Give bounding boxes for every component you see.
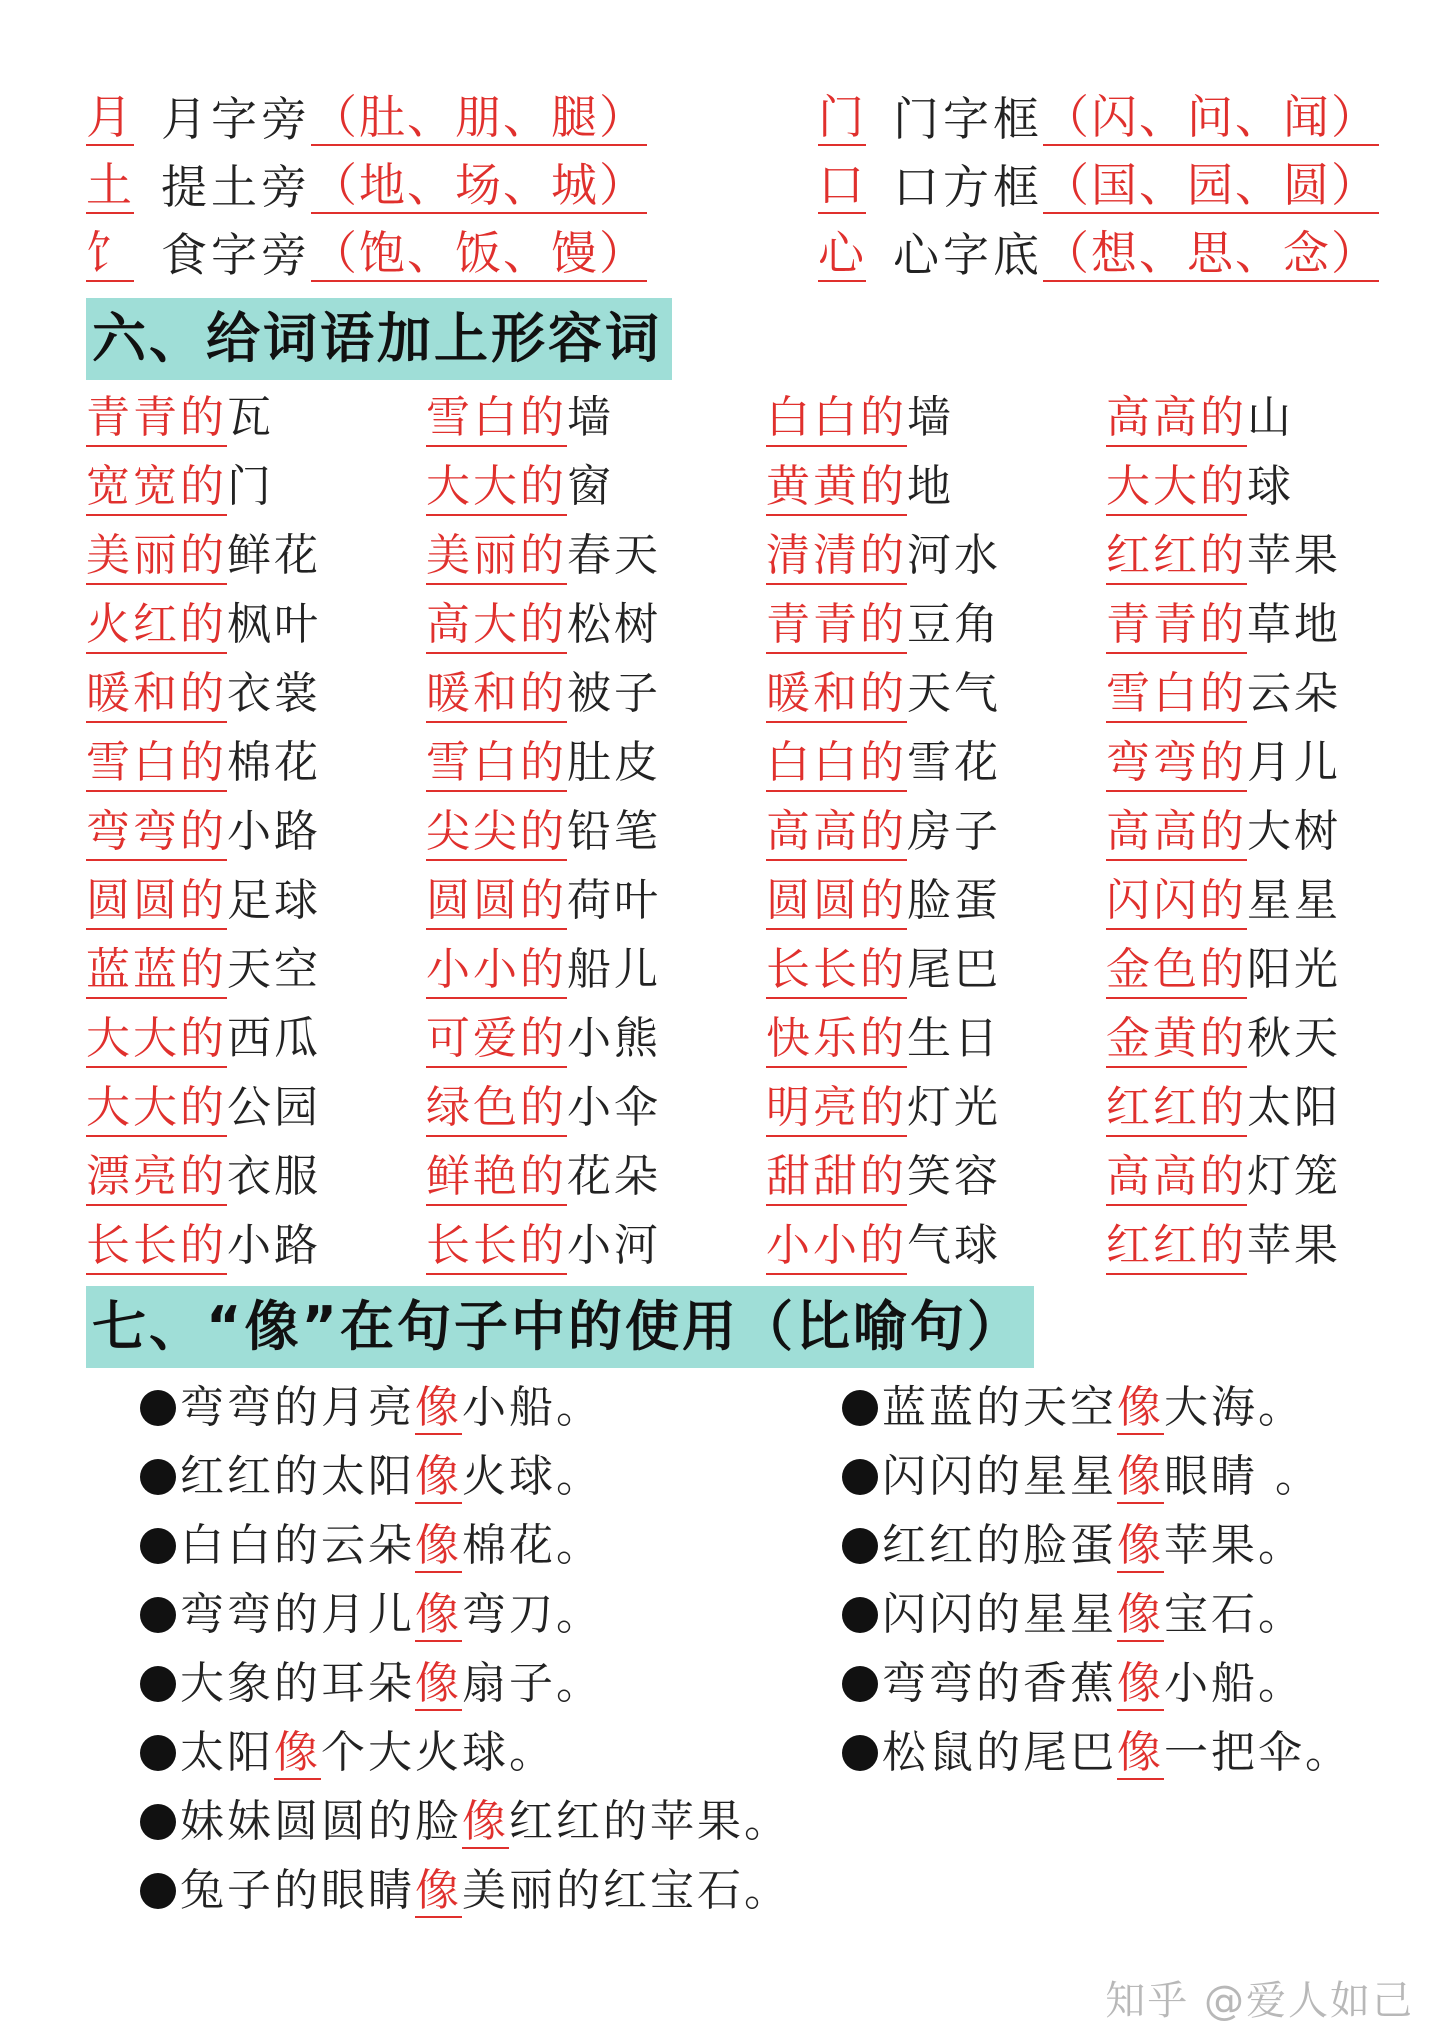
adjective-row <box>86 457 1386 526</box>
radical-examples: （闪、问、闻） <box>1043 90 1379 144</box>
noun: 阳光 <box>1247 944 1341 995</box>
adjective-phrase <box>86 595 321 655</box>
adjective-phrase <box>766 733 1001 793</box>
radical-char: 饣 <box>86 226 132 280</box>
bullet-icon <box>842 1735 878 1771</box>
adjective-row <box>86 595 1386 664</box>
sentence-object: 红红的苹果。 <box>509 1796 791 1847</box>
sentence-object: 个大火球。 <box>321 1727 556 1778</box>
adjective: 红红的 <box>1106 530 1247 585</box>
adjective-phrase <box>86 871 321 931</box>
sentence-subject: 太阳 <box>180 1727 274 1778</box>
bullet-icon <box>842 1597 878 1633</box>
adjective-phrase <box>86 457 274 517</box>
radical-row <box>86 154 647 214</box>
adjective: 暖和的 <box>426 668 567 723</box>
noun: 豆角 <box>907 599 1001 650</box>
adjective-phrase <box>86 802 321 862</box>
noun: 花朵 <box>567 1151 661 1202</box>
adjective-phrase <box>426 1216 661 1276</box>
adjective: 长长的 <box>426 1220 567 1275</box>
adjective: 红红的 <box>1106 1220 1247 1275</box>
adjective: 闪闪的 <box>1106 875 1247 930</box>
radical-examples: （饱、饭、馒） <box>311 226 647 280</box>
adjective: 高高的 <box>766 806 907 861</box>
noun: 足球 <box>227 875 321 926</box>
noun: 枫叶 <box>227 599 321 650</box>
noun: 灯光 <box>907 1082 1001 1133</box>
bullet-icon <box>140 1873 176 1909</box>
sentence-object: 宝石。 <box>1164 1589 1305 1640</box>
adjective-row <box>86 526 1386 595</box>
noun: 衣裳 <box>227 668 321 719</box>
noun: 小路 <box>227 806 321 857</box>
noun: 太阳 <box>1247 1082 1341 1133</box>
sentence-object: 弯刀。 <box>462 1589 603 1640</box>
simile-marker: 像 <box>1117 1727 1164 1778</box>
simile-marker: 像 <box>1117 1520 1164 1571</box>
adjective-row <box>86 664 1386 733</box>
adjective: 小小的 <box>766 1220 907 1275</box>
radical-name: 月字旁 <box>161 92 311 146</box>
sentence-subject: 闪闪的星星 <box>882 1451 1117 1502</box>
radical-row <box>86 86 647 146</box>
simile-sentence <box>140 1654 603 1714</box>
bullet-icon <box>140 1666 176 1702</box>
adjective-phrase <box>1106 733 1341 793</box>
adjective-phrase <box>766 1078 1001 1138</box>
bullet-icon <box>842 1666 878 1702</box>
adjective: 长长的 <box>766 944 907 999</box>
sentence-subject: 红红的脸蛋 <box>882 1520 1117 1571</box>
noun: 船儿 <box>567 944 661 995</box>
section-7-title: 七、“像”在句子中的使用（比喻句） <box>86 1286 1034 1368</box>
adjective-phrase <box>766 871 1001 931</box>
sentence-object: 一把伞。 <box>1164 1727 1352 1778</box>
simile-sentence <box>842 1447 1322 1507</box>
noun: 瓦 <box>227 392 274 443</box>
adjective: 高大的 <box>426 599 567 654</box>
adjective-phrase <box>766 388 954 448</box>
adjective-phrase <box>426 940 661 1000</box>
noun: 大树 <box>1247 806 1341 857</box>
simile-sentence <box>140 1792 791 1852</box>
radical-char: 心 <box>818 226 864 280</box>
sentence-subject: 闪闪的星星 <box>882 1589 1117 1640</box>
radical-row <box>86 222 647 282</box>
noun: 雪花 <box>907 737 1001 788</box>
sentence-object: 小船。 <box>462 1382 603 1433</box>
noun: 气球 <box>907 1220 1001 1271</box>
adjective: 尖尖的 <box>426 806 567 861</box>
adjective-phrase <box>86 1078 321 1138</box>
adjective: 火红的 <box>86 599 227 654</box>
adjective-row <box>86 1078 1386 1147</box>
adjective: 雪白的 <box>86 737 227 792</box>
adjective: 金色的 <box>1106 944 1247 999</box>
bullet-icon <box>140 1528 176 1564</box>
noun: 星星 <box>1247 875 1341 926</box>
simile-marker: 像 <box>1117 1589 1164 1640</box>
sentence-subject: 兔子的眼睛 <box>180 1865 415 1916</box>
adjective-phrase <box>1106 457 1294 517</box>
simile-sentence <box>842 1585 1305 1645</box>
adjective: 弯弯的 <box>1106 737 1247 792</box>
adjective: 红红的 <box>1106 1082 1247 1137</box>
sentence-subject: 红红的太阳 <box>180 1451 415 1502</box>
adjective: 白白的 <box>766 392 907 447</box>
adjective: 金黄的 <box>1106 1013 1247 1068</box>
adjective-phrase <box>86 1147 321 1207</box>
noun: 河水 <box>907 530 1001 581</box>
sentence-subject: 蓝蓝的天空 <box>882 1382 1117 1433</box>
noun: 生日 <box>907 1013 1001 1064</box>
noun: 苹果 <box>1247 1220 1341 1271</box>
adjective-row <box>86 733 1386 802</box>
adjective: 雪白的 <box>1106 668 1247 723</box>
adjective-phrase <box>766 1009 1001 1069</box>
noun: 苹果 <box>1247 530 1341 581</box>
radical-examples: （地、场、城） <box>311 158 647 212</box>
noun: 衣服 <box>227 1151 321 1202</box>
simile-marker: 像 <box>415 1658 462 1709</box>
noun: 球 <box>1247 461 1294 512</box>
bullet-icon <box>140 1804 176 1840</box>
noun: 肚皮 <box>567 737 661 788</box>
adjective-phrase <box>426 802 661 862</box>
simile-marker: 像 <box>415 1451 462 1502</box>
sentence-subject: 弯弯的月儿 <box>180 1589 415 1640</box>
watermark: 知乎 @爱人如己 <box>1105 1978 1414 2024</box>
adjective-phrase <box>766 802 1001 862</box>
simile-marker: 像 <box>415 1520 462 1571</box>
radical-examples: （想、思、念） <box>1043 226 1379 280</box>
radical-name: 口方框 <box>893 160 1043 214</box>
adjective-phrase <box>766 664 1001 724</box>
adjective-phrase <box>86 1216 321 1276</box>
sentence-subject: 松鼠的尾巴 <box>882 1727 1117 1778</box>
sentence-object: 美丽的红宝石。 <box>462 1865 791 1916</box>
noun: 松树 <box>567 599 661 650</box>
adjective-phrase <box>1106 526 1341 586</box>
radical-name: 心字底 <box>893 228 1043 282</box>
adjective: 高高的 <box>1106 806 1247 861</box>
adjective-phrase <box>426 457 614 517</box>
noun: 被子 <box>567 668 661 719</box>
simile-sentence <box>140 1723 556 1783</box>
bullet-icon <box>140 1390 176 1426</box>
adjective: 快乐的 <box>766 1013 907 1068</box>
noun: 小路 <box>227 1220 321 1271</box>
sentence-object: 火球。 <box>462 1451 603 1502</box>
adjective-phrase <box>426 1147 661 1207</box>
sentence-object: 大海。 <box>1164 1382 1305 1433</box>
noun: 小河 <box>567 1220 661 1271</box>
adjective: 宽宽的 <box>86 461 227 516</box>
noun: 山 <box>1247 392 1294 443</box>
adjective: 雪白的 <box>426 737 567 792</box>
section-6-title: 六、给词语加上形容词 <box>86 298 672 380</box>
simile-sentence <box>140 1378 603 1438</box>
adjective-row <box>86 388 1386 457</box>
bullet-icon <box>140 1459 176 1495</box>
adjective-phrase <box>1106 1147 1341 1207</box>
noun: 铅笔 <box>567 806 661 857</box>
adjective-phrase <box>1106 802 1341 862</box>
adjective-phrase <box>1106 940 1341 1000</box>
radical-row <box>818 154 1379 214</box>
adjective-phrase <box>1106 871 1341 931</box>
sentence-subject: 弯弯的香蕉 <box>882 1658 1117 1709</box>
adjective-phrase <box>86 940 321 1000</box>
adjective: 清清的 <box>766 530 907 585</box>
sentence-subject: 妹妹圆圆的脸 <box>180 1796 462 1847</box>
simile-marker: 像 <box>1117 1451 1164 1502</box>
simile-sentence <box>842 1516 1305 1576</box>
radical-row <box>818 222 1379 282</box>
adjective: 大大的 <box>426 461 567 516</box>
simile-marker: 像 <box>415 1865 462 1916</box>
noun: 小伞 <box>567 1082 661 1133</box>
adjective: 鲜艳的 <box>426 1151 567 1206</box>
adjective: 白白的 <box>766 737 907 792</box>
noun: 尾巴 <box>907 944 1001 995</box>
adjective-phrase <box>426 595 661 655</box>
noun: 荷叶 <box>567 875 661 926</box>
adjective: 青青的 <box>86 392 227 447</box>
simile-sentence <box>140 1447 603 1507</box>
noun: 草地 <box>1247 599 1341 650</box>
adjective-row <box>86 1009 1386 1078</box>
simile-marker: 像 <box>462 1796 509 1847</box>
adjective-phrase <box>426 733 661 793</box>
noun: 小熊 <box>567 1013 661 1064</box>
adjective: 大大的 <box>86 1013 227 1068</box>
simile-marker: 像 <box>1117 1382 1164 1433</box>
radical-char: 土 <box>86 158 132 212</box>
sentence-object: 苹果。 <box>1164 1520 1305 1571</box>
noun: 春天 <box>567 530 661 581</box>
simile-sentence <box>140 1585 603 1645</box>
noun: 墙 <box>907 392 954 443</box>
adjective-phrase <box>1106 1216 1341 1276</box>
adjective: 美丽的 <box>86 530 227 585</box>
radical-char: 月 <box>86 90 132 144</box>
noun: 笑容 <box>907 1151 1001 1202</box>
adjective: 小小的 <box>426 944 567 999</box>
adjective: 弯弯的 <box>86 806 227 861</box>
adjective: 青青的 <box>1106 599 1247 654</box>
noun: 脸蛋 <box>907 875 1001 926</box>
bullet-icon <box>140 1735 176 1771</box>
adjective-phrase <box>766 1147 1001 1207</box>
noun: 月儿 <box>1247 737 1341 788</box>
adjective-row <box>86 940 1386 1009</box>
adjective-phrase <box>1106 388 1294 448</box>
adjective-phrase <box>86 526 321 586</box>
adjective-phrase <box>86 733 321 793</box>
simile-marker: 像 <box>274 1727 321 1778</box>
simile-sentence <box>842 1723 1352 1783</box>
bullet-icon <box>842 1528 878 1564</box>
noun: 地 <box>907 461 954 512</box>
sentence-object: 扇子。 <box>462 1658 603 1709</box>
adjective: 大大的 <box>86 1082 227 1137</box>
adjective: 长长的 <box>86 1220 227 1275</box>
sentence-object: 眼睛 。 <box>1164 1451 1322 1502</box>
bullet-icon <box>140 1597 176 1633</box>
adjective-phrase <box>766 526 1001 586</box>
adjective-phrase <box>766 1216 1001 1276</box>
radical-examples: （肚、朋、腿） <box>311 90 647 144</box>
noun: 墙 <box>567 392 614 443</box>
bullet-icon <box>842 1459 878 1495</box>
noun: 天气 <box>907 668 1001 719</box>
sentence-object: 棉花。 <box>462 1520 603 1571</box>
adjective: 蓝蓝的 <box>86 944 227 999</box>
adjective: 明亮的 <box>766 1082 907 1137</box>
adjective-phrase <box>1106 595 1341 655</box>
adjective-row <box>86 1216 1386 1285</box>
adjective: 暖和的 <box>766 668 907 723</box>
noun: 棉花 <box>227 737 321 788</box>
radical-char: 口 <box>818 158 864 212</box>
noun: 门 <box>227 461 274 512</box>
adjective-phrase <box>766 457 954 517</box>
noun: 房子 <box>907 806 1001 857</box>
adjective-phrase <box>1106 1078 1341 1138</box>
simile-marker: 像 <box>1117 1658 1164 1709</box>
adjective-phrase <box>1106 664 1341 724</box>
adjective-phrase <box>426 388 614 448</box>
adjective: 大大的 <box>1106 461 1247 516</box>
sentence-subject: 弯弯的月亮 <box>180 1382 415 1433</box>
noun: 西瓜 <box>227 1013 321 1064</box>
adjective-phrase <box>1106 1009 1341 1069</box>
simile-sentence <box>140 1516 603 1576</box>
radical-examples: （国、园、圆） <box>1043 158 1379 212</box>
adjective-phrase <box>86 1009 321 1069</box>
adjective: 雪白的 <box>426 392 567 447</box>
sentence-object: 小船。 <box>1164 1658 1305 1709</box>
noun: 云朵 <box>1247 668 1341 719</box>
noun: 窗 <box>567 461 614 512</box>
adjective-phrase <box>86 664 321 724</box>
adjective-phrase <box>766 595 1001 655</box>
adjective-row <box>86 802 1386 871</box>
radical-row <box>818 86 1379 146</box>
radical-name: 食字旁 <box>161 228 311 282</box>
simile-marker: 像 <box>415 1589 462 1640</box>
adjective: 圆圆的 <box>86 875 227 930</box>
adjective-phrase <box>426 526 661 586</box>
adjective: 黄黄的 <box>766 461 907 516</box>
radical-char: 门 <box>818 90 864 144</box>
bullet-icon <box>842 1390 878 1426</box>
adjective-phrase <box>86 388 274 448</box>
adjective: 高高的 <box>1106 392 1247 447</box>
simile-sentence <box>140 1861 791 1921</box>
adjective-phrase <box>426 1009 661 1069</box>
simile-marker: 像 <box>415 1382 462 1433</box>
adjective: 青青的 <box>766 599 907 654</box>
adjective-phrase <box>766 940 1001 1000</box>
adjective: 可爱的 <box>426 1013 567 1068</box>
radical-name: 门字框 <box>893 92 1043 146</box>
adjective: 圆圆的 <box>426 875 567 930</box>
adjective-row <box>86 1147 1386 1216</box>
adjective: 美丽的 <box>426 530 567 585</box>
radical-name: 提土旁 <box>161 160 311 214</box>
simile-sentence <box>842 1378 1305 1438</box>
adjective: 甜甜的 <box>766 1151 907 1206</box>
noun: 天空 <box>227 944 321 995</box>
adjective-phrase <box>426 871 661 931</box>
adjective: 圆圆的 <box>766 875 907 930</box>
noun: 公园 <box>227 1082 321 1133</box>
noun: 鲜花 <box>227 530 321 581</box>
sentence-subject: 白白的云朵 <box>180 1520 415 1571</box>
simile-sentence <box>842 1654 1305 1714</box>
adjective: 高高的 <box>1106 1151 1247 1206</box>
adjective: 漂亮的 <box>86 1151 227 1206</box>
adjective-row <box>86 871 1386 940</box>
adjective: 暖和的 <box>86 668 227 723</box>
noun: 灯笼 <box>1247 1151 1341 1202</box>
noun: 秋天 <box>1247 1013 1341 1064</box>
sentence-subject: 大象的耳朵 <box>180 1658 415 1709</box>
adjective-phrase <box>426 1078 661 1138</box>
adjective: 绿色的 <box>426 1082 567 1137</box>
adjective-phrase <box>426 664 661 724</box>
